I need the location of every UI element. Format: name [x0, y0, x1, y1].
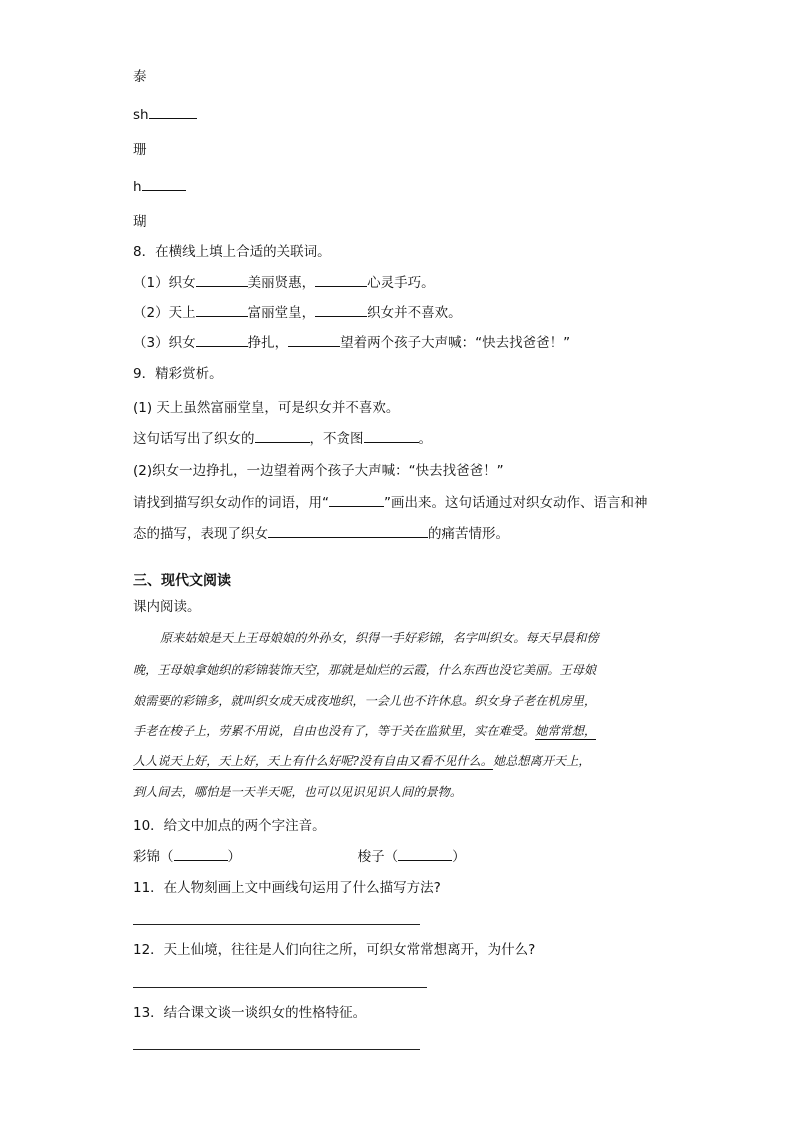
item-text: 天上	[168, 305, 196, 321]
q9-sentence-1: (1) 天上虽然富丽堂皇，可是织女并不喜欢。	[133, 400, 400, 416]
passage-line-5	[133, 752, 677, 769]
q10-title: 10．给文中加点的两个字注音。	[133, 818, 326, 834]
answer-blank[interactable]	[149, 104, 197, 119]
fill-text: ，不贪图	[309, 431, 364, 447]
fill-text: 请找到描写织女动作的词语，用“	[133, 495, 329, 511]
char-tai: 泰	[133, 69, 147, 85]
pinyin-blank-h	[133, 176, 186, 197]
q13-title: 13．结合课文谈一谈织女的性格特征。	[133, 1005, 367, 1021]
q11-title: 11．在人物刻画上文中画线句运用了什么描写方法?	[133, 880, 441, 896]
answer-blank[interactable]	[268, 523, 428, 538]
item-text: 挣扎，	[247, 335, 289, 351]
q11-answer-line[interactable]	[133, 924, 420, 925]
word-label: 梭子（	[357, 849, 399, 865]
q8-item-1	[133, 272, 435, 293]
underlined-sentence: 她常常想，	[535, 724, 597, 738]
item-text: 织女	[168, 335, 196, 351]
paren-close: ）	[227, 849, 241, 865]
answer-blank[interactable]	[142, 176, 186, 191]
passage-line-1: 原来姑娘是天上王母娘娘的外孙女，织得一手好彩锦，名字叫织女。每天早晨和傍	[160, 631, 599, 645]
q8-item-2	[133, 302, 462, 323]
item-text: 织女	[168, 275, 196, 291]
item-text: 富丽堂皇，	[247, 305, 316, 321]
fill-text: ”画出来。这句话通过对织女动作、语言和神	[384, 495, 648, 511]
answer-blank[interactable]	[288, 332, 340, 347]
fill-text: 这句话写出了织女的	[133, 431, 255, 447]
answer-blank[interactable]	[196, 302, 248, 317]
char-shan: 珊	[133, 142, 147, 158]
paren-close: ）	[452, 849, 466, 865]
q9-fill-2	[133, 492, 648, 513]
underlined-sentence: 人人说天上好，天上好，天上有什么好呢?没有自由又看不见什么。	[133, 754, 493, 768]
passage-line-6: 到人间去，哪怕是一天半天呢，也可以见识见识人间的景物。	[133, 785, 463, 799]
section-subheading: 课内阅读。	[133, 599, 201, 615]
q13-answer-line[interactable]	[133, 1049, 420, 1050]
item-text: 织女并不喜欢。	[367, 305, 462, 321]
pinyin-blank[interactable]	[398, 846, 452, 861]
fill-text: 态的描写，表现了织女	[133, 526, 268, 542]
pinyin-prefix: h	[133, 179, 142, 195]
passage-line-4	[133, 722, 677, 739]
item-number: （1）	[133, 275, 169, 291]
q12-answer-line[interactable]	[133, 987, 427, 988]
q9-title: 9．精彩赏析。	[133, 366, 223, 382]
answer-blank[interactable]	[196, 272, 248, 287]
item-number: （3）	[133, 335, 169, 351]
char-hu: 瑚	[133, 214, 147, 230]
pinyin-blank-sh	[133, 104, 197, 125]
q10-answers	[133, 846, 466, 867]
q9-fill-1	[133, 428, 432, 449]
item-text: 望着两个孩子大声喊：“快去找爸爸！”	[340, 335, 571, 351]
q9-fill-3	[133, 523, 509, 544]
answer-blank[interactable]	[364, 428, 419, 443]
q8-item-3	[133, 332, 570, 353]
item-text: 美丽贤惠，	[247, 275, 316, 291]
fill-text: 。	[418, 431, 432, 447]
passage-line-3: 娘需要的彩锦多，就叫织女成天成夜地织，一会儿也不许休息。织女身子老在机房里，	[133, 694, 597, 708]
q9-sentence-2: (2)织女一边挣扎，一边望着两个孩子大声喊：“快去找爸爸！”	[133, 463, 504, 479]
answer-blank[interactable]	[329, 492, 384, 507]
q8-title: 8．在横线上填上合适的关联词。	[133, 244, 331, 260]
answer-blank[interactable]	[315, 302, 367, 317]
passage-line-2: 晚，王母娘拿她织的彩锦装饰天空，那就是灿烂的云霞，什么东西也没它美丽。王母娘	[133, 663, 597, 677]
q12-title: 12．天上仙境，往往是人们向往之所，可织女常常想离开，为什么?	[133, 942, 536, 958]
passage-text: 手老在梭子上，劳累不用说，自由也没有了，等于关在监狱里，实在难受。	[133, 724, 536, 738]
answer-blank[interactable]	[255, 428, 310, 443]
word-label: 彩锦（	[133, 849, 174, 865]
pinyin-blank[interactable]	[174, 846, 228, 861]
fill-text: 的痛苦情形。	[428, 526, 509, 542]
item-text: 心灵手巧。	[367, 275, 435, 291]
answer-blank[interactable]	[315, 272, 367, 287]
answer-blank[interactable]	[196, 332, 248, 347]
pinyin-prefix: sh	[133, 107, 149, 123]
passage-text: 她总想离开天上，	[492, 754, 591, 768]
item-number: （2）	[133, 305, 169, 321]
section-heading: 三、现代文阅读	[133, 573, 231, 589]
